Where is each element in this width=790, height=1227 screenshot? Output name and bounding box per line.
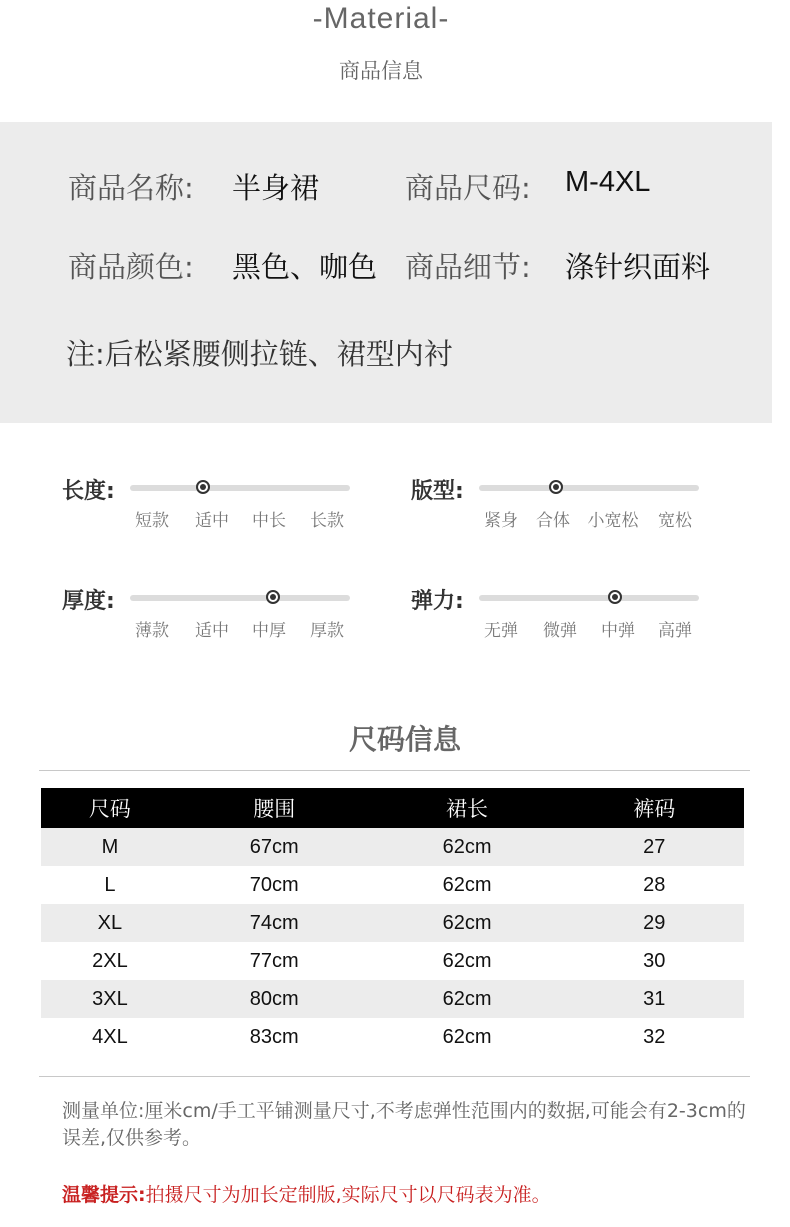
column-header: 裙长	[370, 788, 565, 828]
size-value: M-4XL	[565, 166, 651, 198]
detail-label: 商品细节:	[405, 250, 531, 284]
attribute-option: 中厚	[252, 621, 286, 641]
attribute-title: 版型:	[411, 479, 464, 504]
attribute-option: 中弹	[601, 621, 635, 641]
color-value: 黑色、咖色	[232, 250, 378, 284]
warm-tip-text: 拍摄尺寸为加长定制版,实际尺寸以尺码表为准。	[145, 1184, 551, 1206]
attribute-marker	[266, 590, 280, 604]
table-cell: 70cm	[249, 873, 299, 896]
table-cell: L	[104, 873, 116, 896]
attribute-track	[479, 595, 699, 601]
attribute-marker	[549, 480, 563, 494]
attribute-options	[479, 506, 709, 530]
attribute-option: 小宽松	[587, 511, 639, 531]
size-info-title: 尺码信息	[348, 723, 461, 756]
table-cell: 74cm	[179, 904, 370, 942]
attribute-option: 宽松	[658, 511, 692, 531]
attribute-option: 无弹	[484, 621, 518, 641]
table-cell: 28	[643, 873, 666, 896]
table-cell: 27	[564, 828, 744, 866]
column-header: 尺码	[41, 788, 179, 828]
warm-tip-label: 温馨提示:	[62, 1184, 146, 1206]
table-cell: 2XL	[92, 949, 128, 972]
attribute-title: 弹力:	[411, 589, 464, 614]
attribute-title: 长度:	[62, 479, 115, 504]
table-cell: 31	[564, 980, 744, 1018]
column-header: 裤码	[564, 788, 744, 828]
table-cell: 62cm	[370, 980, 565, 1018]
table-cell: 29	[564, 904, 744, 942]
attribute-track	[479, 485, 699, 491]
attribute-options	[130, 506, 360, 530]
attribute-option: 薄款	[135, 621, 169, 641]
attribute-option: 紧身	[484, 511, 518, 531]
color-label: 商品颜色:	[68, 250, 194, 284]
attribute-option: 中长	[252, 511, 286, 531]
table-cell: 62cm	[442, 873, 492, 896]
table-row	[41, 1018, 744, 1056]
table-row	[41, 904, 744, 942]
size-table	[41, 788, 744, 1056]
table-row	[41, 980, 744, 1018]
table-cell: 62cm	[442, 949, 492, 972]
table-cell: 32	[643, 1025, 666, 1048]
attribute-marker	[196, 480, 210, 494]
table-header-row	[41, 788, 744, 828]
attribute-option: 厚款	[310, 621, 344, 641]
table-cell: 77cm	[249, 949, 299, 972]
section-title-material: -Material-	[312, 2, 450, 35]
attribute-option: 适中	[195, 621, 229, 641]
table-cell: 67cm	[179, 828, 370, 866]
divider	[39, 770, 750, 771]
detail-value: 涤针织面料	[565, 250, 711, 284]
divider	[39, 1076, 750, 1077]
table-cell: 30	[643, 949, 666, 972]
table-cell: XL	[41, 904, 179, 942]
attribute-option: 适中	[195, 511, 229, 531]
table-cell: 4XL	[92, 1025, 128, 1048]
name-value: 半身裙	[232, 171, 320, 205]
attribute-title: 厚度:	[62, 589, 115, 614]
section-subtitle: 商品信息	[339, 59, 423, 83]
table-cell: 83cm	[249, 1025, 299, 1048]
size-label: 商品尺码:	[405, 171, 531, 205]
table-cell: 62cm	[442, 1025, 492, 1048]
warm-tip	[62, 1180, 551, 1207]
attribute-marker	[608, 590, 622, 604]
attribute-option: 高弹	[658, 621, 692, 641]
attribute-options	[479, 616, 709, 640]
table-row	[41, 866, 744, 904]
table-cell: 62cm	[370, 904, 565, 942]
table-cell: 80cm	[179, 980, 370, 1018]
attribute-option: 短款	[135, 511, 169, 531]
table-row	[41, 942, 744, 980]
table-cell: M	[41, 828, 179, 866]
product-note: 注:后松紧腰侧拉链、裙型内衬	[66, 337, 453, 371]
name-label: 商品名称:	[68, 171, 194, 205]
table-row	[41, 828, 744, 866]
column-header: 腰围	[179, 788, 370, 828]
attribute-options	[130, 616, 360, 640]
table-cell: 62cm	[370, 828, 565, 866]
attribute-option: 微弹	[543, 621, 577, 641]
attribute-track	[130, 595, 350, 601]
attribute-option: 合体	[536, 511, 570, 531]
attribute-track	[130, 485, 350, 491]
product-info-panel	[0, 122, 772, 423]
measurement-note: 测量单位:厘米cm/手工平铺测量尺寸,不考虑弹性范围内的数据,可能会有2-3cm的误差,仅供参考。	[62, 1100, 746, 1149]
attribute-option: 长款	[310, 511, 344, 531]
table-cell: 3XL	[41, 980, 179, 1018]
